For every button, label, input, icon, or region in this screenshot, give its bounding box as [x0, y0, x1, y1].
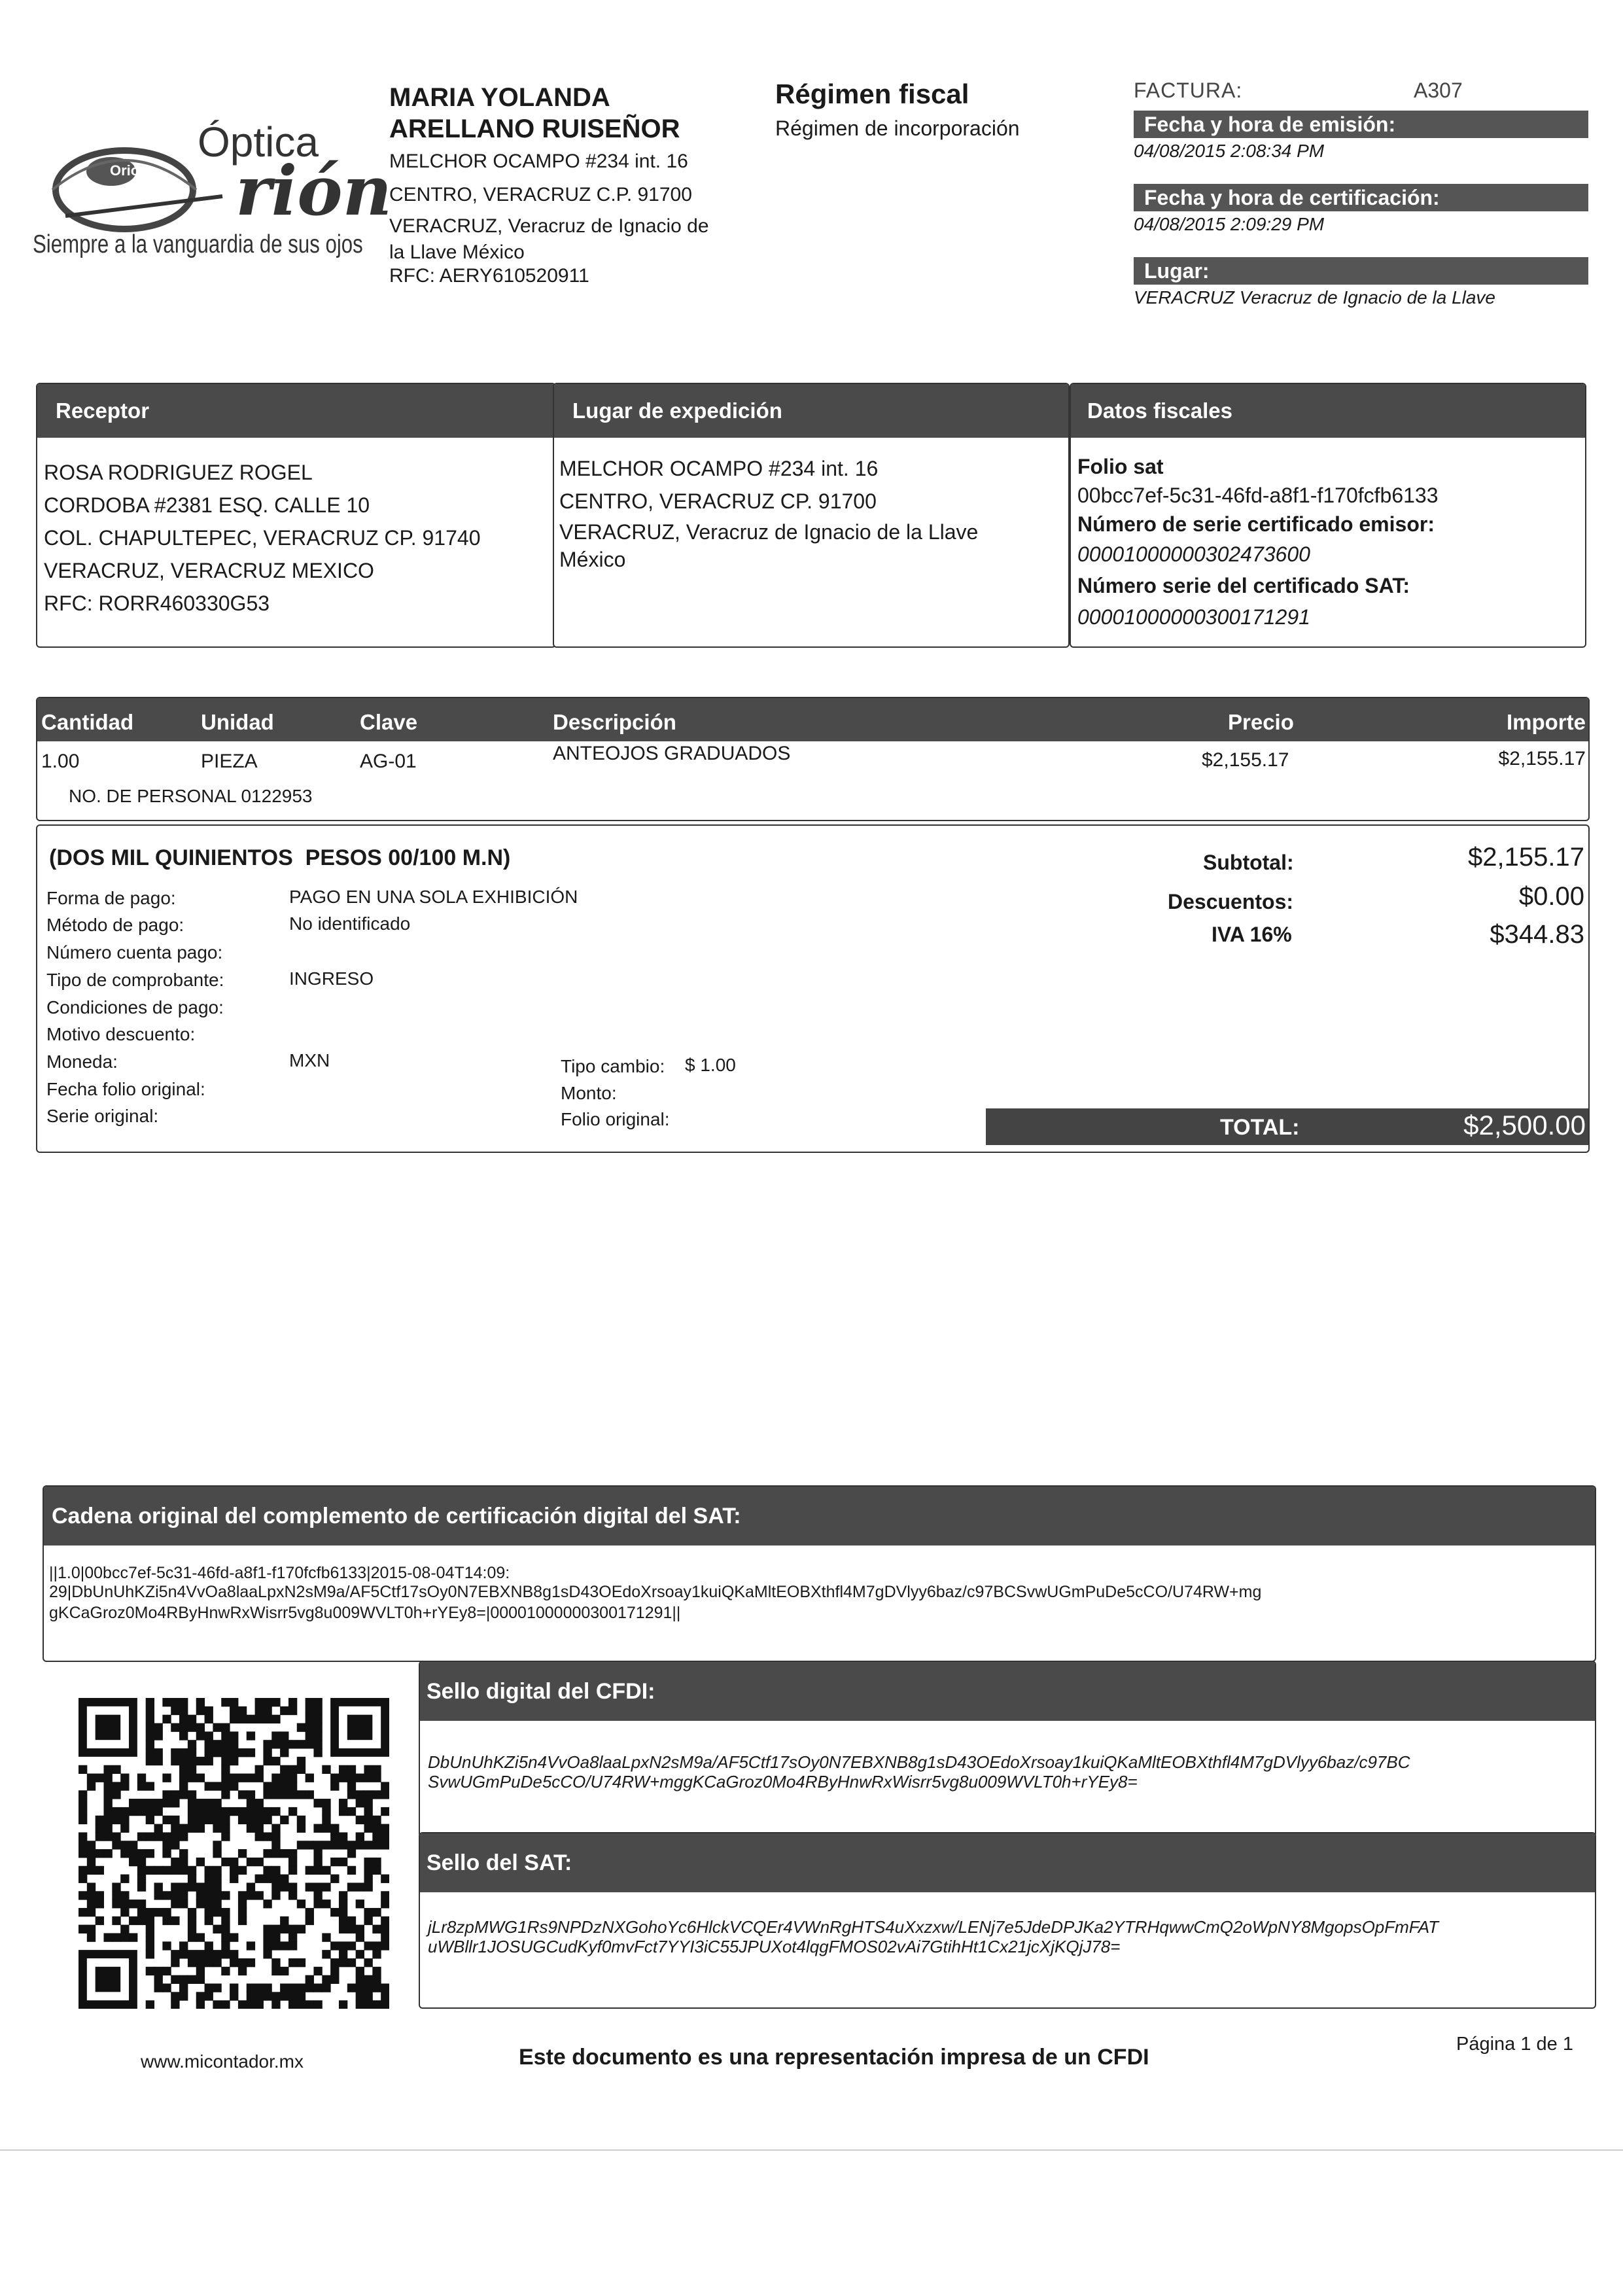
receptor-header: Receptor: [37, 384, 555, 438]
total-value: $2,500.00: [1463, 1110, 1586, 1140]
items-header-row: [37, 698, 1588, 741]
sello-cfdi-line-1: DbUnUhKZi5n4VvOa8laaLpxN2sM9a/AF5Ctf17sOy0N7EBXNB8g1sD43OEdoXrsoay1kuiQKaMltEOBXthfl4M7gDVlyy6baz/c97BC: [428, 1752, 1410, 1772]
cuenta-pago-label: Número cuenta pago:: [46, 942, 223, 963]
col-descripcion: Descripción: [553, 710, 676, 734]
expedicion-panel: [553, 383, 1070, 648]
sello-sat-line-2: uWBllr1JOSUGCudKyf0mvFct7YYI3iC55JPUXot4lqgFMOS02vAi7GtihHt1Cx21jcXjKQjJ78=: [428, 1937, 1121, 1956]
total-bar: [986, 1108, 1588, 1145]
folio-sat-value: 00bcc7ef-5c31-46fd-a8f1-f170fcfb6133: [1077, 484, 1439, 507]
company-logo: [26, 111, 393, 275]
descuentos-label: Descuentos:: [1168, 890, 1294, 913]
regimen-block: [775, 79, 1020, 141]
sello-sat-line-1: jLr8zpMWG1Rs9NPDzNXGohoYc6HlckVCQEr4VWnRgHTS4uXxzxw/LENj7e5JdeDPJKa2YTRHqwwCmQ2oWpNY8MgopsOpFmFAT: [428, 1917, 1439, 1937]
factura-block: [1134, 75, 1588, 308]
certificacion-value: 04/08/2015 2:09:29 PM: [1134, 214, 1325, 234]
issuer-block: [389, 82, 769, 288]
col-unidad: Unidad: [201, 710, 274, 734]
expedicion-line-4: México: [559, 548, 626, 571]
folio-sat-label: Folio sat: [1077, 455, 1164, 478]
factura-number: A307: [1414, 79, 1463, 102]
cadena-header: Cadena original del complemento de certificación digital del SAT:: [44, 1487, 1595, 1545]
emision-value: 04/08/2015 2:08:34 PM: [1134, 141, 1325, 161]
subtotal-value: $2,155.17: [1468, 843, 1584, 872]
col-precio: Precio: [1228, 710, 1294, 734]
sello-cfdi-header: Sello digital del CFDI:: [420, 1662, 1595, 1721]
receptor-line-4: VERACRUZ, VERACRUZ MEXICO: [44, 559, 374, 582]
expedicion-header: Lugar de expedición: [554, 384, 1068, 438]
fecha-folio-label: Fecha folio original:: [46, 1079, 205, 1099]
monto-label: Monto:: [561, 1083, 617, 1103]
row-clave: AG-01: [360, 751, 417, 772]
datos-fiscales-header: Datos fiscales: [1071, 384, 1585, 438]
lugar-label: Lugar:: [1134, 257, 1588, 285]
datos-fiscales-panel: [1070, 383, 1586, 648]
footer-page: Página 1 de 1: [1456, 2034, 1573, 2055]
row-descripcion: ANTEOJOS GRADUADOS: [553, 743, 791, 764]
tipo-comprobante-value: INGRESO: [289, 968, 374, 989]
expedicion-line-1: MELCHOR OCAMPO #234 int. 16: [559, 457, 879, 480]
qr-code-icon: [79, 1698, 389, 2009]
sello-cfdi-line-2: SvwUGmPuDe5cCO/U74RW+mggKCaGroz0Mo4RByHnwRxWisrr5vg8u009WVLT0h+rYEy8=: [428, 1772, 1138, 1792]
row-unidad: PIEZA: [201, 751, 258, 772]
tipo-comprobante-label: Tipo de comprobante:: [46, 970, 224, 990]
forma-pago-label: Forma de pago:: [46, 888, 176, 908]
amount-words: (DOS MIL QUINIENTOS PESOS 00/100 M.N): [49, 845, 511, 870]
qr-code: [79, 1698, 389, 2009]
issuer-address-4: la Llave México: [389, 241, 525, 263]
motivo-descuento-label: Motivo descuento:: [46, 1024, 196, 1044]
row-importe: $2,155.17: [1498, 748, 1586, 769]
receptor-line-2: CORDOBA #2381 ESQ. CALLE 10: [44, 493, 370, 517]
cadena-line-3: gKCaGroz0Mo4RByHnwRxWisrr5vg8u009WVLT0h+rYEy8=|00001000000300171291||: [49, 1604, 681, 1622]
expedicion-line-2: CENTRO, VERACRUZ CP. 91700: [559, 489, 877, 513]
iva-value: $344.83: [1490, 920, 1584, 949]
receptor-line-3: COL. CHAPULTEPEC, VERACRUZ CP. 91740: [44, 526, 481, 550]
serie-emisor-value: 00001000000302473600: [1077, 542, 1310, 566]
tipo-cambio-label: Tipo cambio:: [561, 1056, 665, 1076]
moneda-label: Moneda:: [46, 1051, 118, 1072]
row-precio: $2,155.17: [1202, 749, 1289, 771]
forma-pago-value: PAGO EN UNA SOLA EXHIBICIÓN: [289, 887, 578, 907]
cadena-original-panel: [43, 1485, 1596, 1662]
moneda-value: MXN: [289, 1050, 330, 1070]
serie-original-label: Serie original:: [46, 1106, 159, 1126]
items-table: [36, 697, 1590, 821]
expedicion-line-3: VERACRUZ, Veracruz de Ignacio de la Llave: [559, 520, 979, 544]
regimen-title: Régimen fiscal: [775, 79, 969, 109]
issuer-rfc: RFC: AERY610520911: [389, 265, 589, 287]
logo-brand-top: Óptica: [198, 118, 319, 166]
cadena-line-2: 29|DbUnUhKZi5n4VvOa8laaLpxN2sM9a/AF5Ctf17sOy0N7EBXNB8g1sD43OEdoXrsoay1kuiQKaMltEOBXthfl4M7gDVlyy6baz/c97BCSvwUGmPuDe5cCO/U74RW+mg: [49, 1583, 1262, 1601]
regimen-value: Régimen de incorporación: [775, 116, 1020, 140]
row-note: NO. DE PERSONAL 0122953: [69, 786, 313, 806]
metodo-pago-value: No identificado: [289, 913, 411, 934]
emision-label: Fecha y hora de emisión:: [1134, 111, 1588, 138]
serie-sat-value: 00001000000300171291: [1077, 605, 1310, 629]
descuentos-value: $0.00: [1518, 882, 1584, 911]
receptor-line-1: ROSA RODRIGUEZ ROGEL: [44, 461, 313, 484]
footer-website: www.micontador.mx: [141, 2051, 304, 2072]
certificacion-label: Fecha y hora de certificación:: [1134, 184, 1588, 211]
folio-original-label: Folio original:: [561, 1109, 670, 1129]
col-cantidad: Cantidad: [41, 710, 134, 734]
footer-representation: Este documento es una representación impresa de un CFDI: [519, 2045, 1149, 2070]
col-clave: Clave: [360, 710, 418, 734]
logo-brand-main: rión: [236, 150, 393, 231]
lugar-value: VERACRUZ Veracruz de Ignacio de la Llave: [1134, 287, 1495, 308]
footer-divider: [0, 2149, 1623, 2151]
tipo-cambio-value: $ 1.00: [685, 1055, 736, 1075]
factura-label: FACTURA:: [1134, 79, 1243, 102]
receptor-rfc: RFC: RORR460330G53: [44, 592, 270, 615]
cadena-line-1: ||1.0|00bcc7ef-5c31-46fd-a8f1-f170fcfb6133|2015-08-04T14:09:: [49, 1564, 510, 1582]
table-row: [37, 741, 1588, 820]
logo-badge: Orión: [110, 162, 148, 179]
sello-cfdi-panel: [419, 1661, 1596, 1837]
logo-tagline: Siempre a la vanguardia de sus ojos: [33, 230, 363, 258]
col-importe: Importe: [1506, 710, 1586, 734]
issuer-name-line1: MARIA YOLANDA: [389, 83, 610, 112]
serie-emisor-label: Número de serie certificado emisor:: [1077, 512, 1435, 536]
serie-sat-label: Número serie del certificado SAT:: [1077, 574, 1410, 597]
row-cantidad: 1.00: [41, 751, 80, 772]
issuer-name-line2: ARELLANO RUISEÑOR: [389, 115, 680, 143]
iva-label: IVA 16%: [1212, 923, 1292, 946]
metodo-pago-label: Método de pago:: [46, 915, 184, 935]
sello-sat-header: Sello del SAT:: [420, 1833, 1595, 1892]
totals-panel: [36, 824, 1590, 1153]
total-label: TOTAL:: [1220, 1115, 1300, 1140]
receptor-panel: [36, 383, 556, 648]
issuer-address-2: CENTRO, VERACRUZ C.P. 91700: [389, 184, 692, 205]
sello-sat-panel: [419, 1832, 1596, 2009]
issuer-address-1: MELCHOR OCAMPO #234 int. 16: [389, 150, 688, 172]
issuer-address-3: VERACRUZ, Veracruz de Ignacio de: [389, 215, 709, 237]
subtotal-label: Subtotal:: [1203, 851, 1294, 874]
condiciones-pago-label: Condiciones de pago:: [46, 997, 224, 1017]
